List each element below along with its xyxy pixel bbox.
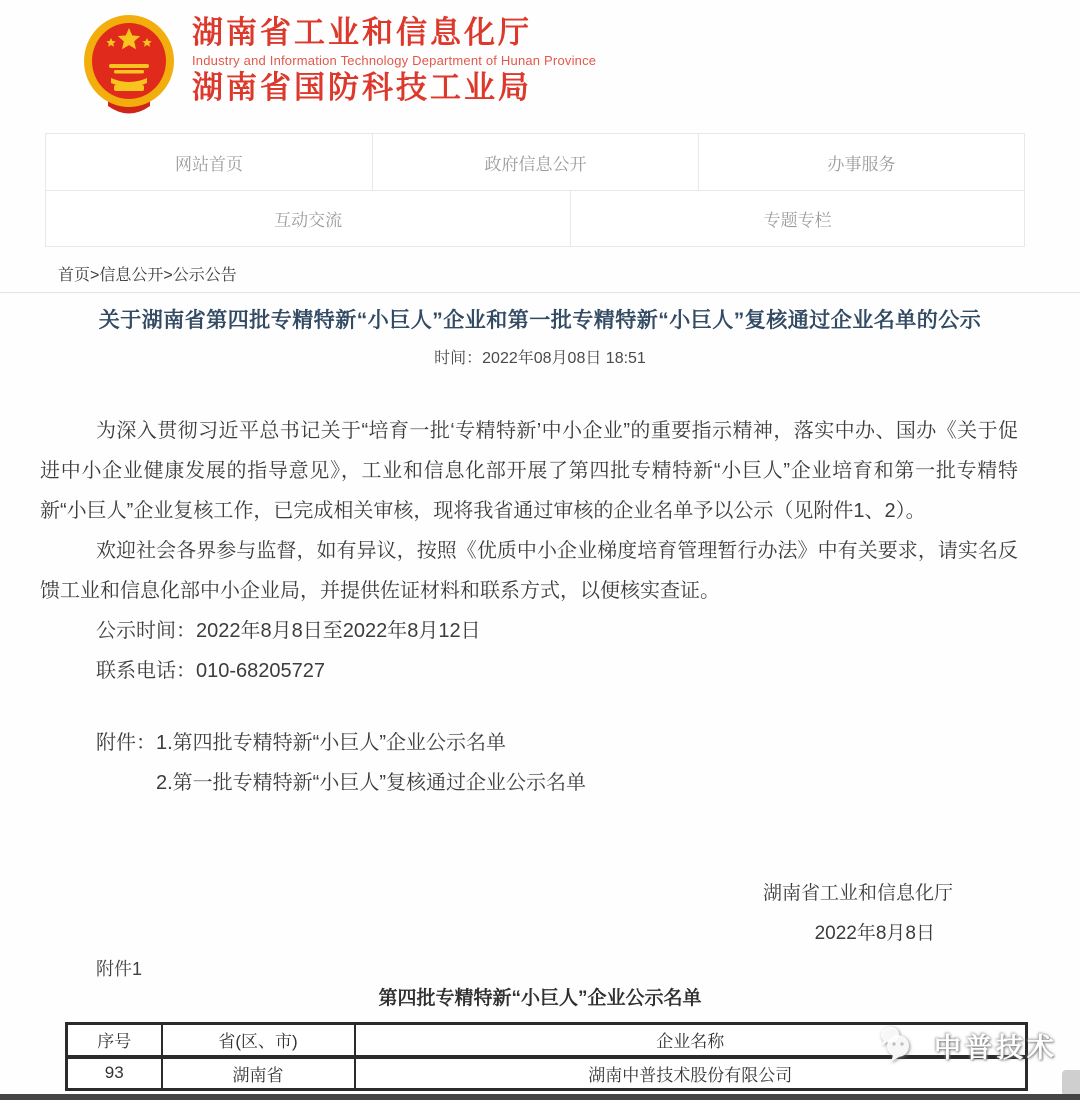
table-header-row — [67, 1024, 1027, 1057]
cell-province: 湖南省 — [162, 1057, 355, 1090]
header-org-titles — [192, 12, 596, 107]
nav-item-gov-info[interactable]: 政府信息公开 — [372, 134, 698, 190]
watermark-text: 中普技术 — [934, 1032, 1058, 1063]
article-timestamp: 时间：2022年08月08日 18:51 — [434, 350, 646, 367]
main-nav — [45, 133, 1025, 247]
signature-block — [40, 874, 953, 954]
org-name-primary: 湖南省工业和信息化厅 — [192, 15, 532, 50]
org-name-secondary: 湖南省国防科技工业局 — [192, 70, 532, 105]
article-title: 关于湖南省第四批专精特新“小巨人”企业和第一批专精特新“小巨人”复核通过企业名单的公示 — [98, 309, 982, 332]
nav-item-home[interactable]: 网站首页 — [175, 154, 243, 174]
attachment-list — [40, 723, 1018, 803]
nav-item-special-columns[interactable]: 专题专栏 — [570, 191, 1024, 246]
org-name-english: Industry and Information Technology Department of Hunan Province — [192, 53, 597, 68]
nav-item-interaction[interactable]: 互动交流 — [274, 211, 343, 230]
signature-org: 湖南省工业和信息化厅 — [762, 883, 953, 904]
attachment-item-2: 2.第一批专精特新“小巨人”复核通过企业公示名单 — [156, 772, 586, 794]
nav-row-2 — [46, 190, 1024, 246]
nav-item-services[interactable]: 办事服务 — [698, 134, 1024, 190]
site-header — [0, 0, 1080, 124]
attachment-item-1: 附件：1.第四批专精特新“小巨人”企业公示名单 — [96, 732, 506, 754]
publicity-period-line: 公示时间：2022年8月8日至2022年8月12日 — [96, 620, 481, 642]
cell-enterprise-name: 湖南中普技术股份有限公司 — [355, 1057, 1027, 1090]
national-emblem-icon — [78, 12, 180, 116]
col-header-serial: 序号 — [67, 1024, 162, 1057]
appendix-table-title: 第四批专精特新“小巨人”企业公示名单 — [378, 988, 702, 1009]
breadcrumb-divider — [0, 292, 1080, 293]
breadcrumb[interactable]: 首页>信息公开>公示公告 — [58, 267, 237, 284]
appendix-label: 附件1 — [96, 959, 143, 979]
signature-date: 2022年8月8日 — [814, 923, 935, 944]
col-header-province: 省(区、市) — [162, 1024, 355, 1057]
nav-row-1 — [46, 134, 1024, 190]
paragraph-1: 为深入贯彻习近平总书记关于“培育一批‘专精特新’中小企业”的重要指示精神，落实中办、国办《关于促进中小企业健康发展的指导意见》，工业和信息化部开展了第四批专精特新“小巨人”企业培育和第一批专精特新“小巨人”企业复核工作，已完成相关审核，现将我省通过审核的企业名单予以公示（见附件1、2）。 — [40, 420, 1018, 522]
contact-phone-line: 联系电话：010-68205727 — [96, 660, 326, 682]
scrollbar-thumb[interactable] — [1062, 1070, 1080, 1096]
paragraph-2: 欢迎社会各界参与监督，如有异议，按照《优质中小企业梯度培育管理暂行办法》中有关要求，请实名反馈工业和信息化部中小企业局，并提供佐证材料和联系方式，以便核实查证。 — [40, 540, 1018, 602]
bottom-edge-strip — [0, 1094, 1080, 1100]
table-row — [67, 1057, 1027, 1090]
cell-serial: 93 — [67, 1057, 162, 1090]
article-body — [40, 411, 1018, 954]
enterprise-table — [65, 1022, 1028, 1091]
col-header-enterprise: 企业名称 — [355, 1024, 1027, 1057]
